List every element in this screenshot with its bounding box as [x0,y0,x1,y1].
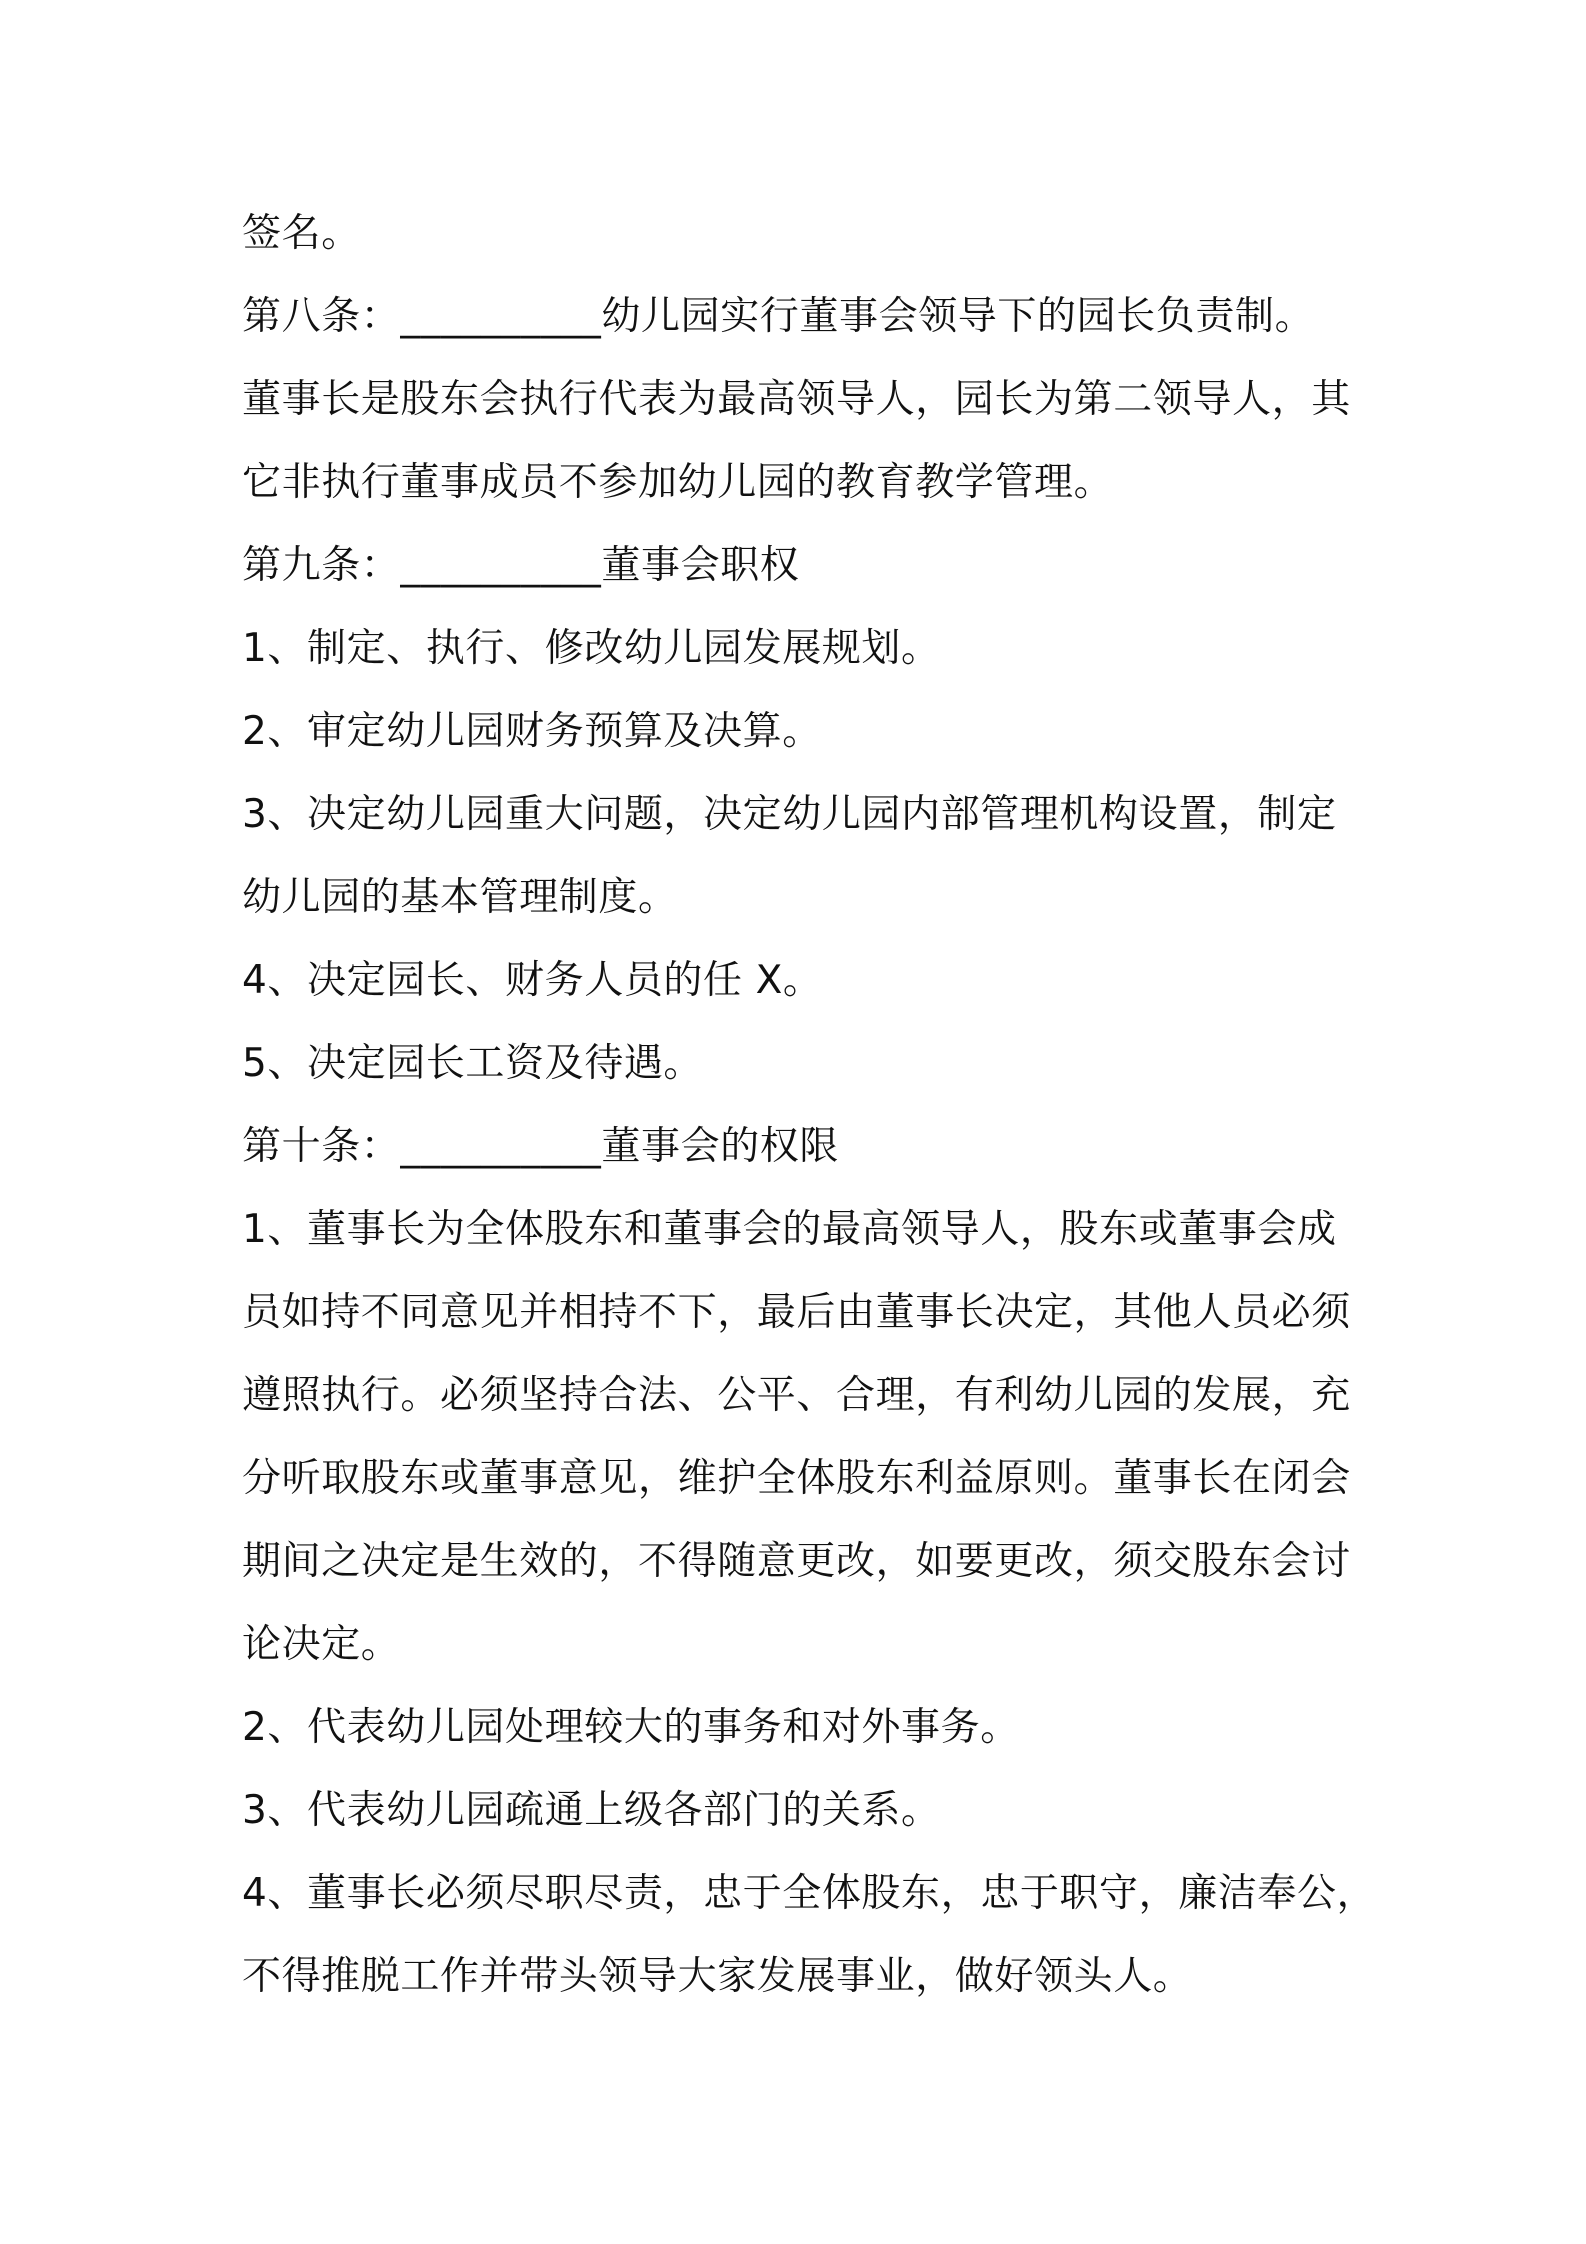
document-body [242,192,1377,2018]
article-9-heading: 第九条：__________董事会职权 [242,543,800,588]
text-line: 员如持不同意见并相持不下，最后由董事长决定，其他人员必须 [242,1290,1351,1335]
text-line: 董事长是股东会执行代表为最高领导人，园长为第二领导人，其 [242,377,1351,422]
text-line: 论决定。 [242,1622,401,1667]
list-item: 2、审定幼儿园财务预算及决算。 [242,709,822,754]
text-line: 签名。 [242,211,361,256]
list-item: 5、决定园长工资及待遇。 [242,1041,704,1086]
text-line: 不得推脱工作并带头领导大家发展事业，做好领头人。 [242,1954,1193,1999]
list-item: 1、董事长为全体股东和董事会的最高领导人，股东或董事会成 [242,1207,1337,1252]
list-item: 4、决定园长、财务人员的任 X。 [242,958,823,1003]
list-item: 3、决定幼儿园重大问题，决定幼儿园内部管理机构设置，制定 [242,792,1337,837]
text-line: 它非执行董事成员不参加幼儿园的教育教学管理。 [242,460,1114,505]
text-line: 期间之决定是生效的，不得随意更改，如要更改，须交股东会讨 [242,1539,1351,1584]
article-8-heading: 第八条：__________幼儿园实行董事会领导下的园长负责制。 [242,294,1315,339]
article-10-heading: 第十条：__________董事会的权限 [242,1124,840,1169]
list-item: 2、代表幼儿园处理较大的事务和对外事务。 [242,1705,1020,1750]
text-line: 幼儿园的基本管理制度。 [242,875,678,920]
list-item: 4、董事长必须尽职尽责，忠于全体股东，忠于职守，廉洁奉公， [242,1871,1377,1916]
list-item: 1、制定、执行、修改幼儿园发展规划。 [242,626,941,671]
text-line: 遵照执行。必须坚持合法、公平、合理，有利幼儿园的发展，充 [242,1373,1351,1418]
list-item: 3、代表幼儿园疏通上级各部门的关系。 [242,1788,941,1833]
text-line: 分听取股东或董事意见，维护全体股东利益原则。董事长在闭会 [242,1456,1351,1501]
